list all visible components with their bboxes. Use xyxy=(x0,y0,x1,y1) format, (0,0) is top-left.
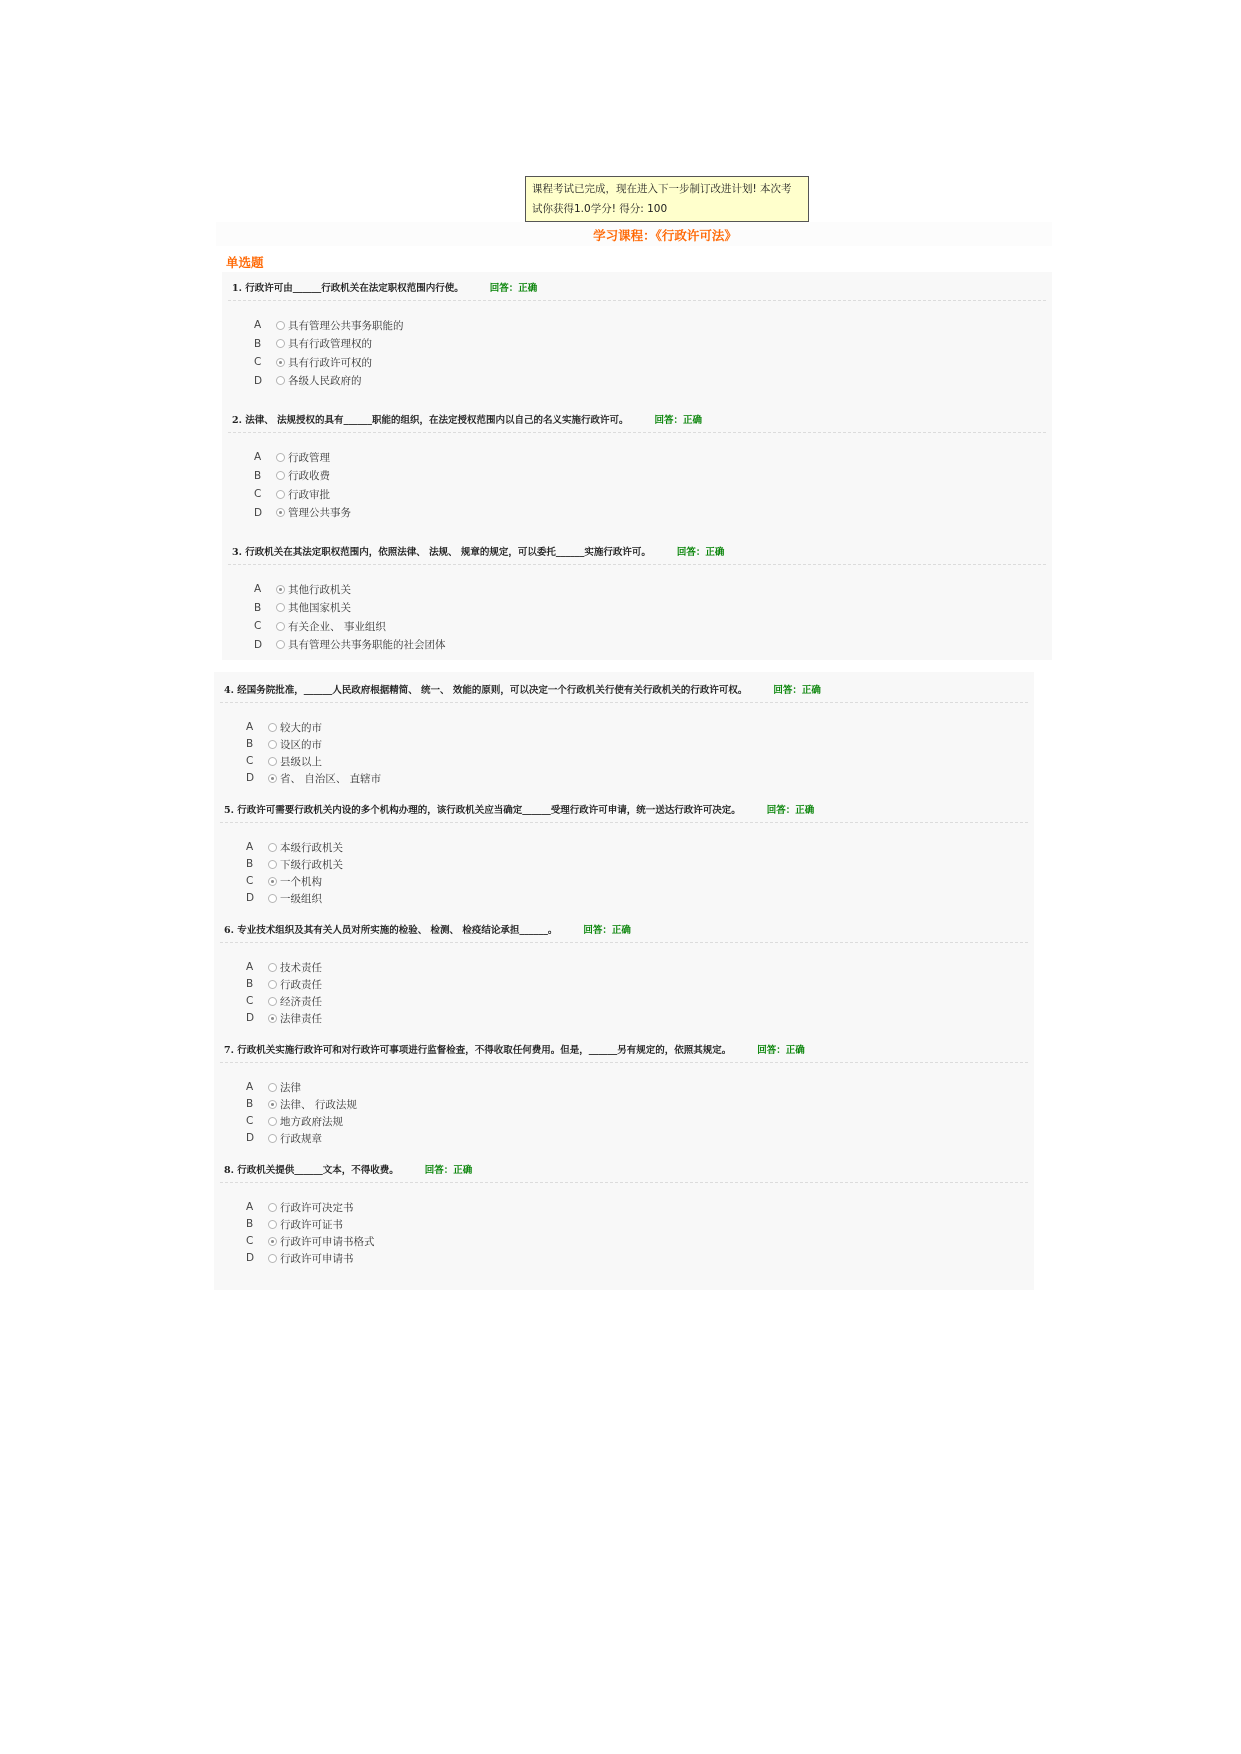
option-label: 行政许可证书 xyxy=(280,1218,343,1231)
radio-icon[interactable] xyxy=(276,640,285,649)
option-label: 具有行政许可权的 xyxy=(288,356,372,369)
radio-icon[interactable] xyxy=(276,339,285,348)
option-letter: B xyxy=(246,858,254,870)
radio-icon[interactable] xyxy=(276,490,285,499)
option-label: 下级行政机关 xyxy=(280,858,343,871)
answer-result: 回答：正确 xyxy=(676,547,725,558)
answer-option[interactable] xyxy=(254,448,330,466)
radio-icon[interactable] xyxy=(268,843,277,852)
answer-option[interactable] xyxy=(246,735,322,753)
answer-option[interactable] xyxy=(246,1112,343,1130)
option-letter: A xyxy=(254,583,262,595)
option-label: 法律 xyxy=(280,1081,301,1094)
question-divider xyxy=(220,822,1028,823)
answer-option[interactable] xyxy=(246,769,381,787)
answer-option[interactable] xyxy=(246,1078,301,1096)
option-label: 各级人民政府的 xyxy=(288,375,362,387)
radio-icon[interactable] xyxy=(268,723,277,732)
option-label: 省、 自治区、 直辖市 xyxy=(280,772,382,785)
option-letter: A xyxy=(246,1081,254,1093)
option-label: 较大的市 xyxy=(280,721,322,734)
answer-option[interactable] xyxy=(246,1232,375,1250)
option-letter: C xyxy=(254,356,262,368)
section-title: 单选题 xyxy=(226,255,264,270)
option-letter: A xyxy=(246,841,254,853)
answer-result: 回答：正确 xyxy=(654,415,703,426)
option-label: 行政管理 xyxy=(288,451,330,464)
course-title: 学习课程：《行政许可法》 xyxy=(593,228,737,243)
answer-result: 回答：正确 xyxy=(766,805,815,816)
option-label: 其他国家机关 xyxy=(288,602,351,614)
radio-selected-icon[interactable] xyxy=(276,358,285,367)
question-panel-1 xyxy=(222,272,1052,660)
exam-complete-notice xyxy=(525,176,809,222)
question-stem: 3. 行政机关在其法定职权范围内，依照法律、 法规、 规章的规定，可以委托______实施行政许可。 xyxy=(232,547,651,558)
radio-selected-icon[interactable] xyxy=(268,1100,277,1109)
answer-option[interactable] xyxy=(254,316,404,334)
option-letter: A xyxy=(246,961,254,973)
option-label: 法律责任 xyxy=(280,1012,322,1025)
radio-icon[interactable] xyxy=(268,1117,277,1126)
question-text xyxy=(224,922,631,936)
option-label: 行政规章 xyxy=(280,1132,322,1145)
question-divider xyxy=(228,564,1046,565)
answer-option[interactable] xyxy=(254,335,372,353)
answer-option[interactable] xyxy=(246,889,322,907)
option-letter: B xyxy=(254,601,262,614)
question-item xyxy=(222,280,1052,400)
option-label: 经济责任 xyxy=(280,995,322,1008)
radio-icon[interactable] xyxy=(276,603,285,612)
question-stem: 4. 经国务院批准，______人民政府根据精简、 统一、 效能的原则，可以决定一个行政机关行使有关行政机关的行政许可权。 xyxy=(224,685,748,696)
option-label: 具有管理公共事务职能的社会团体 xyxy=(288,639,446,651)
option-label: 设区的市 xyxy=(280,738,322,751)
radio-icon[interactable] xyxy=(268,1134,277,1143)
answer-option[interactable] xyxy=(246,992,322,1010)
option-label: 本级行政机关 xyxy=(280,841,343,854)
question-text xyxy=(224,1042,805,1056)
option-letter: D xyxy=(246,1252,255,1264)
radio-icon[interactable] xyxy=(268,1254,277,1263)
option-letter: D xyxy=(254,374,263,387)
option-label: 其他行政机关 xyxy=(288,583,351,596)
answer-option[interactable] xyxy=(246,1009,322,1027)
radio-icon[interactable] xyxy=(268,757,277,766)
radio-selected-icon[interactable] xyxy=(276,585,285,594)
radio-icon[interactable] xyxy=(268,1083,277,1092)
option-label: 有关企业、 事业组织 xyxy=(288,620,386,633)
option-label: 行政许可决定书 xyxy=(280,1201,354,1214)
option-label: 行政收费 xyxy=(288,470,330,482)
option-letter: D xyxy=(254,506,263,519)
question-item xyxy=(222,544,1052,664)
option-letter: D xyxy=(246,1132,255,1144)
option-label: 具有管理公共事务职能的 xyxy=(288,319,404,332)
answer-result: 回答：正确 xyxy=(489,283,538,294)
option-letter: A xyxy=(254,451,262,463)
option-letter: D xyxy=(246,892,255,904)
question-divider xyxy=(228,432,1046,433)
radio-icon[interactable] xyxy=(276,471,285,480)
answer-option[interactable] xyxy=(246,975,322,993)
radio-selected-icon[interactable] xyxy=(268,877,277,886)
radio-icon[interactable] xyxy=(268,963,277,972)
answer-option[interactable] xyxy=(254,580,351,598)
answer-option[interactable] xyxy=(246,838,343,856)
answer-result: 回答：正确 xyxy=(773,685,821,696)
option-label: 一个机构 xyxy=(280,875,322,888)
question-divider xyxy=(220,1062,1028,1063)
question-panel-2 xyxy=(214,672,1034,1290)
answer-option[interactable] xyxy=(246,1249,354,1267)
radio-icon[interactable] xyxy=(268,980,277,989)
option-letter: D xyxy=(246,1012,255,1024)
question-text xyxy=(232,280,537,294)
question-stem: 6. 专业技术组织及其有关人员对所实施的检验、 检测、 检疫结论承担______。 xyxy=(224,925,558,936)
option-letter: A xyxy=(246,721,254,733)
question-text xyxy=(224,1162,472,1176)
option-label: 县级以上 xyxy=(280,755,322,768)
option-label: 行政责任 xyxy=(280,978,322,991)
radio-icon[interactable] xyxy=(268,1203,277,1212)
answer-option[interactable] xyxy=(246,958,322,976)
answer-option[interactable] xyxy=(254,485,330,503)
option-label: 法律、 行政法规 xyxy=(280,1098,357,1111)
option-letter: B xyxy=(246,738,254,750)
option-letter: C xyxy=(246,995,254,1007)
answer-option[interactable] xyxy=(254,636,446,654)
option-letter: A xyxy=(246,1201,254,1213)
radio-selected-icon[interactable] xyxy=(268,1014,277,1023)
option-letter: C xyxy=(246,1235,254,1247)
question-stem: 8. 行政机关提供______文本，不得收费。 xyxy=(224,1165,399,1176)
radio-selected-icon[interactable] xyxy=(268,774,277,783)
option-letter: B xyxy=(246,1218,254,1230)
answer-option[interactable] xyxy=(246,1198,354,1216)
option-label: 技术责任 xyxy=(280,961,322,974)
option-letter: C xyxy=(246,755,254,767)
radio-icon[interactable] xyxy=(268,1220,277,1229)
question-text xyxy=(232,412,702,426)
question-item xyxy=(214,922,1034,1042)
radio-icon[interactable] xyxy=(276,453,285,462)
radio-icon[interactable] xyxy=(268,997,277,1006)
answer-option[interactable] xyxy=(254,504,351,522)
radio-icon[interactable] xyxy=(276,376,285,385)
option-letter: C xyxy=(246,1115,254,1127)
option-letter: A xyxy=(254,319,262,331)
option-letter: C xyxy=(246,875,254,887)
answer-option[interactable] xyxy=(254,617,386,635)
option-label: 地方政府法规 xyxy=(280,1115,343,1128)
option-label: 一级组织 xyxy=(280,892,322,905)
radio-icon[interactable] xyxy=(268,894,277,903)
question-item xyxy=(214,682,1034,802)
answer-option[interactable] xyxy=(246,855,343,873)
radio-selected-icon[interactable] xyxy=(268,1237,277,1246)
option-label: 行政许可申请书格式 xyxy=(280,1235,375,1248)
answer-result: 回答：正确 xyxy=(757,1045,805,1056)
answer-option[interactable] xyxy=(254,353,372,371)
question-stem: 1. 行政许可由______行政机关在法定职权范围内行使。 xyxy=(232,283,464,294)
option-letter: C xyxy=(254,488,262,500)
option-label: 行政审批 xyxy=(288,488,330,501)
question-divider xyxy=(220,702,1028,703)
question-text xyxy=(224,682,821,696)
option-letter: D xyxy=(246,772,255,784)
option-letter: B xyxy=(254,337,262,350)
question-divider xyxy=(220,942,1028,943)
option-label: 行政许可申请书 xyxy=(280,1252,354,1265)
option-letter: B xyxy=(254,469,262,482)
question-item xyxy=(214,1162,1034,1282)
answer-option[interactable] xyxy=(246,1095,357,1113)
question-divider xyxy=(228,300,1046,301)
radio-icon[interactable] xyxy=(268,740,277,749)
answer-option[interactable] xyxy=(246,1215,343,1233)
radio-selected-icon[interactable] xyxy=(276,508,285,517)
question-item xyxy=(214,802,1034,922)
answer-result: 回答：正确 xyxy=(424,1165,473,1176)
notice-line-2: 试你获得1.0学分! 得分: 100 xyxy=(532,203,668,215)
question-text xyxy=(224,802,814,816)
notice-line-1: 课程考试已完成，现在进入下一步制订改进计划! 本次考 xyxy=(532,183,792,195)
question-stem: 2. 法律、 法规授权的具有______职能的组织，在法定授权范围内以自己的名义实施行政许可。 xyxy=(232,415,629,426)
answer-option[interactable] xyxy=(246,1129,322,1147)
question-stem: 7. 行政机关实施行政许可和对行政许可事项进行监督检查，不得收取任何费用。但是，______另有规定的，依照其规定。 xyxy=(224,1045,732,1056)
answer-option[interactable] xyxy=(246,752,322,770)
question-text xyxy=(232,544,724,558)
question-stem: 5. 行政许可需要行政机关内设的多个机构办理的，该行政机关应当确定______受理行政许可申请，统一送达行政许可决定。 xyxy=(224,805,741,816)
option-label: 具有行政管理权的 xyxy=(288,338,372,350)
answer-option[interactable] xyxy=(246,718,322,736)
option-label: 管理公共事务 xyxy=(288,507,351,519)
answer-result: 回答：正确 xyxy=(583,925,631,936)
question-item xyxy=(222,412,1052,532)
answer-option[interactable] xyxy=(254,599,351,617)
option-letter: C xyxy=(254,620,262,632)
option-letter: B xyxy=(246,1098,254,1110)
question-item xyxy=(214,1042,1034,1162)
option-letter: D xyxy=(254,638,263,651)
option-letter: B xyxy=(246,978,254,990)
answer-option[interactable] xyxy=(246,872,322,890)
radio-icon[interactable] xyxy=(276,321,285,330)
answer-option[interactable] xyxy=(254,467,330,485)
question-divider xyxy=(220,1182,1028,1183)
answer-option[interactable] xyxy=(254,372,362,390)
radio-icon[interactable] xyxy=(276,622,285,631)
radio-icon[interactable] xyxy=(268,860,277,869)
